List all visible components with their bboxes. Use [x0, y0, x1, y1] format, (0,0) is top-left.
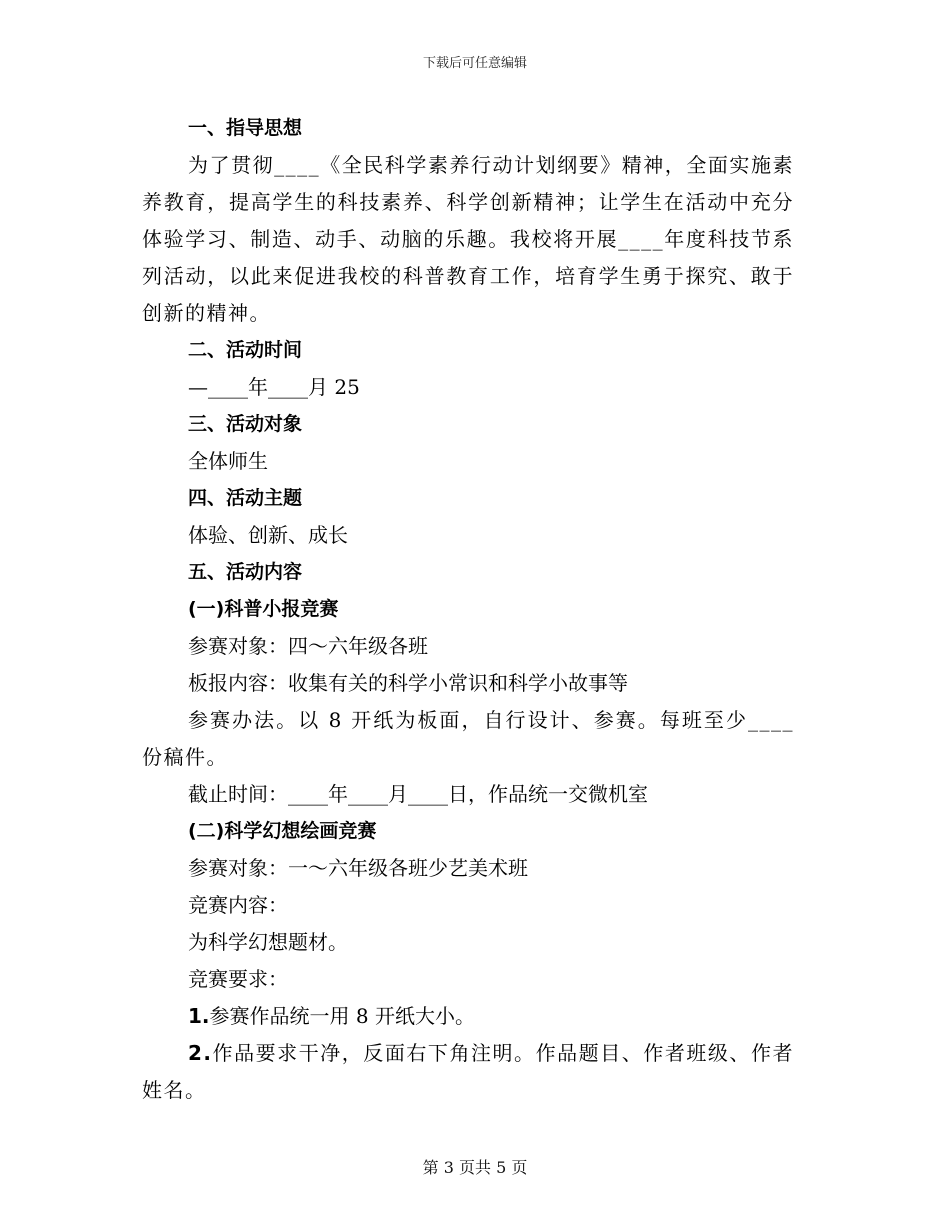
requirement-item-1 — [142, 998, 794, 1035]
section-heading-guiding-idea: 一、指导思想 — [188, 117, 303, 139]
science-newspaper-method: 参赛办法。以 8 开纸为板面，自行设计、参赛。每班至少____份稿件。 — [142, 708, 794, 769]
activity-theme-text: 体验、创新、成长 — [188, 523, 348, 547]
requirement-text-1: 参赛作品统一用 8 开纸大小。 — [209, 1004, 475, 1028]
subsection-heading-science-painting: (二)科学幻想绘画竞赛 — [188, 820, 377, 842]
section-heading-activity-content: 五、活动内容 — [188, 561, 303, 583]
requirement-text-2: 作品要求干净，反面右下角注明。作品题目、作者班级、作者姓名。 — [142, 1041, 794, 1102]
science-newspaper-target: 参赛对象：四～六年级各班 — [188, 634, 428, 658]
section-heading-activity-time: 二、活动时间 — [188, 339, 303, 361]
page-header: 下载后可任意编辑 — [422, 56, 527, 71]
page-footer: 第 3 页共 5 页 — [422, 1158, 528, 1177]
requirement-number-1: 1. — [188, 1004, 210, 1028]
activity-time-text: —____年____月 25 — [188, 375, 360, 399]
subsection-heading-science-newspaper: (一)科普小报竞赛 — [188, 598, 339, 620]
section-heading-activity-theme: 四、活动主题 — [188, 487, 303, 509]
paragraph-guiding-idea: 为了贯彻____《全民科学素养行动计划纲要》精神，全面实施素养教育，提高学生的科技素养、科学创新精神；让学生在活动中充分体验学习、制造、动手、动脑的乐趣。我校将开展____年度科技节系列活动，以此来促进我校的科普教育工作，培育学生勇于探究、敢于创新的精神。 — [142, 153, 794, 325]
science-newspaper-content: 板报内容：收集有关的科学小常识和科学小故事等 — [188, 671, 628, 695]
science-painting-content: 为科学幻想题材。 — [188, 930, 348, 954]
science-painting-requirements-label: 竞赛要求： — [188, 967, 288, 991]
activity-target-text: 全体师生 — [188, 449, 268, 473]
requirement-number-2: 2. — [188, 1041, 213, 1065]
document-body — [142, 110, 794, 1109]
section-heading-activity-target: 三、活动对象 — [188, 413, 303, 435]
requirement-item-2 — [142, 1035, 794, 1109]
science-newspaper-deadline: 截止时间：____年____月____日，作品统一交微机室 — [188, 782, 648, 806]
science-painting-content-label: 竞赛内容： — [188, 893, 288, 917]
science-painting-target: 参赛对象：一～六年级各班少艺美术班 — [188, 856, 528, 880]
